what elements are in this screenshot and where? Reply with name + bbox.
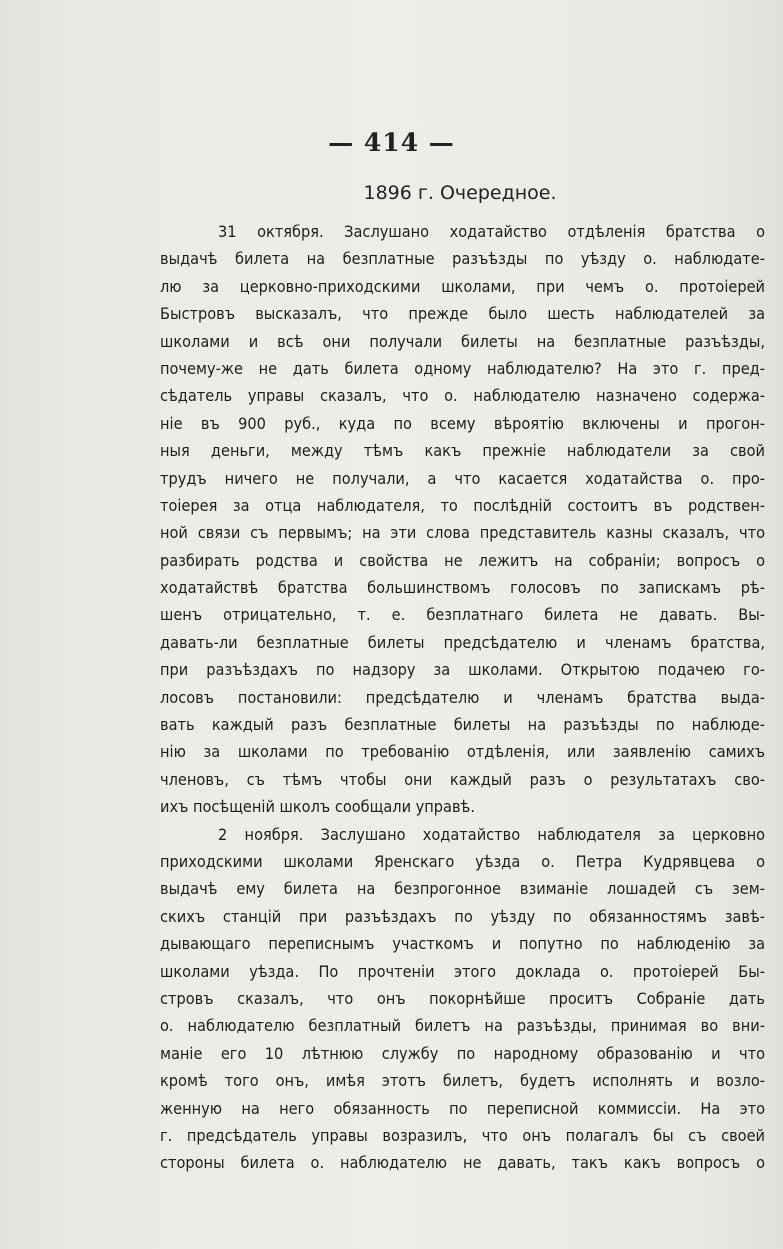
text-line: лосовъ постановили: предсѣдателю и членамъ братства выда- <box>160 687 765 707</box>
text-line: ныя деньги, между тѣмъ какъ прежніе наблюдатели за свой <box>160 441 765 461</box>
text-line: школами и всѣ они получали билеты на безплатные разъѣзды, <box>160 331 765 351</box>
text-line: давать-ли безплатные билеты предсѣдателю и членамъ братства, <box>160 632 765 652</box>
page-number: — 414 — <box>328 128 455 157</box>
body-text <box>160 218 765 1177</box>
text-line: сѣдатель управы сказалъ, что о. наблюдателю назначено содержа- <box>160 386 765 406</box>
text-line: приходскими школами Яренскаго уѣзда о. Петра Кудрявцева о <box>160 851 765 871</box>
section-heading: 1896 г. Очередное. <box>363 182 557 204</box>
text-line: 31 октября. Заслушано ходатайство отдѣленія братства о <box>218 222 765 241</box>
text-line: 2 ноября. Заслушано ходатайство наблюдателя за церковно <box>218 824 765 844</box>
text-line: скихъ станцій при разъѣздахъ по уѣзду по обязанностямъ завѣ- <box>160 906 765 926</box>
text-line: почему-же не дать билета одному наблюдателю? На это г. пред- <box>160 358 765 378</box>
text-line: вать каждый разъ безплатные билеты на разъѣзды по наблюде- <box>160 715 765 735</box>
text-line: ной связи съ первымъ; на эти слова представитель казны сказалъ, что <box>160 523 765 543</box>
text-line: женную на него обязанность по переписной коммиссіи. На это <box>160 1098 765 1118</box>
text-line: разбирать родства и свойства не лежитъ на собраніи; вопросъ о <box>160 550 765 570</box>
text-line: маніе его 10 лѣтнюю службу по народному образованію и что <box>160 1043 765 1063</box>
text-line: при разъѣздахъ по надзору за школами. Открытою подачею го- <box>160 660 765 680</box>
text-line: г. предсѣдатель управы возразилъ, что онъ полагалъ бы съ своей <box>160 1125 765 1145</box>
text-line: о. наблюдателю безплатный билетъ на разъѣзды, принимая во вни- <box>160 1016 765 1036</box>
text-line: шенъ отрицательно, т. е. безплатнаго билета не давать. Вы- <box>160 605 765 625</box>
text-line: членовъ, съ тѣмъ чтобы они каждый разъ о результатахъ сво- <box>160 769 765 789</box>
text-line: Быстровъ высказалъ, что прежде было шесть наблюдателей за <box>160 304 765 324</box>
text-line: стороны билета о. наблюдателю не давать, такъ какъ вопросъ о <box>160 1153 765 1173</box>
text-line: лю за церковно-приходскими школами, при чемъ о. протоіерей <box>160 276 765 296</box>
text-line: тоіерея за отца наблюдателя, то послѣдній состоитъ въ родствен- <box>160 495 765 515</box>
text-line: стровъ сказалъ, что онъ покорнѣйше проситъ Собраніе дать <box>160 988 765 1008</box>
text-line: выдачѣ ему билета на безпрогонное взиманіе лошадей съ зем- <box>160 879 765 899</box>
text-line: выдачѣ билета на безплатные разъѣзды по уѣзду о. наблюдате- <box>160 249 765 269</box>
text-line: ходатайствѣ братства большинствомъ голосовъ по запискамъ рѣ- <box>160 578 765 598</box>
text-line: дывающаго переписнымъ участкомъ и попутно по наблюденію за <box>160 934 765 954</box>
text-line: кромѣ того онъ, имѣя этотъ билетъ, будетъ исполнять и возло- <box>160 1071 765 1091</box>
text-line: школами уѣзда. По прочтеніи этого доклада о. протоіерей Бы- <box>160 961 765 981</box>
text-line: трудъ ничего не получали, а что касается ходатайства о. про- <box>160 468 765 488</box>
text-line: нію за школами по требованію отдѣленія, или заявленію самихъ <box>160 742 765 762</box>
text-line: ихъ посѣщеній школъ сообщали управѣ. <box>160 797 475 817</box>
text-line: ніе въ 900 руб., куда по всему вѣроятію включены и прогон- <box>160 413 765 433</box>
